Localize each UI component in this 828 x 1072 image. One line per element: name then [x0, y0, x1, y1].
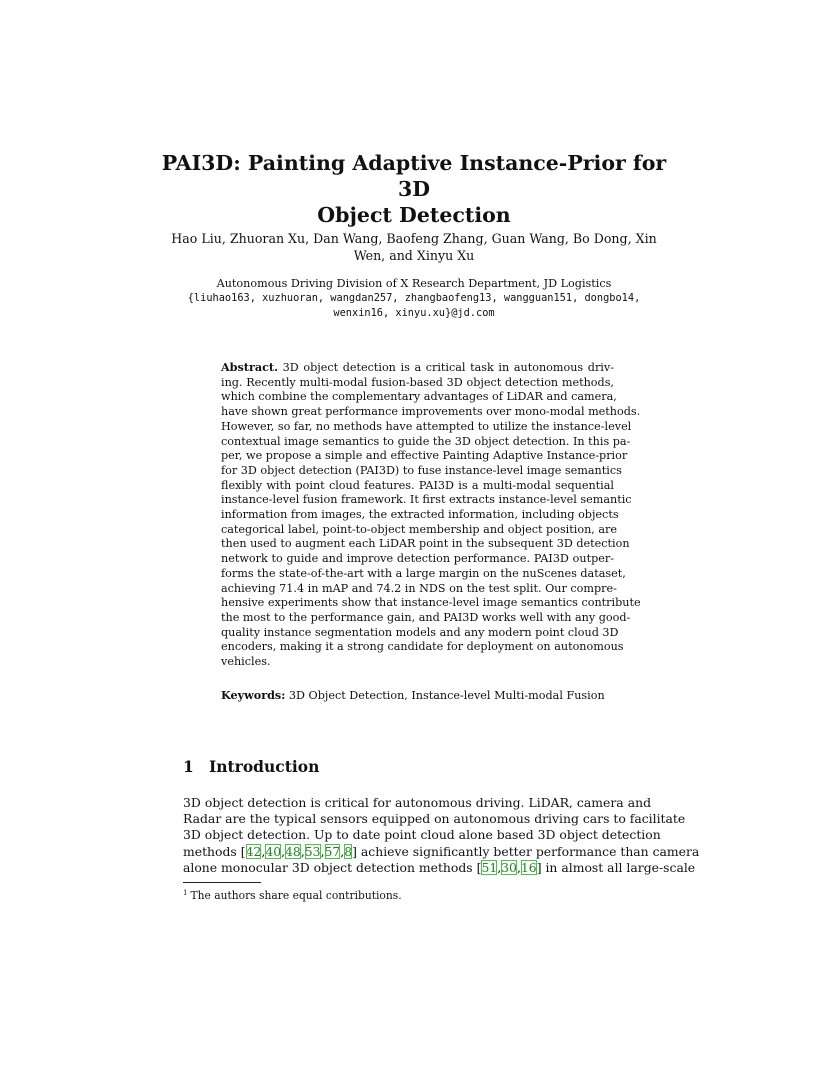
abstract-first-line: 3D object detection is a critical task in autonomous driv-: [282, 361, 614, 374]
abstract-line: instance-level fusion framework. It first extracts instance-level semantic: [221, 493, 632, 507]
citation-link[interactable]: 16: [520, 859, 537, 875]
section-number: 1: [183, 757, 194, 776]
citation-link[interactable]: 40: [265, 843, 282, 859]
affiliation: Autonomous Driving Division of X Research Department, JD Logistics: [216, 277, 612, 290]
abstract-line: network to guide and improve detection performance. PAI3D outper-: [221, 552, 614, 566]
abstract-line: contextual image semantics to guide the 3D object detection. In this pa-: [221, 434, 631, 448]
citation-link[interactable]: 53: [304, 843, 321, 859]
abstract-line: information from images, the extracted information, including objects: [221, 508, 619, 522]
author-line-1: Hao Liu, Zhuoran Xu, Dan Wang, Baofeng Zhang, Guan Wang, Bo Dong, Xin: [171, 231, 657, 246]
abstract-line: However, so far, no methods have attempted to utilize the instance-level: [221, 419, 632, 433]
abstract-line: per, we propose a simple and effective Painting Adaptive Instance-prior: [221, 449, 628, 463]
intro-paragraph: [183, 795, 700, 876]
abstract-line: categorical label, point-to-object membership and object position, are: [221, 522, 618, 536]
paper-title: [150, 150, 678, 228]
abstract-line: encoders, making it a strong candidate for deployment on autonomous: [221, 640, 624, 654]
abstract-line: which combine the complementary advantages of LiDAR and camera,: [221, 390, 617, 404]
intro-line: methods [42,40,48,53,57,8] achieve significantly better performance than camera: [183, 843, 700, 859]
citation-link[interactable]: 57: [324, 843, 341, 859]
section-title: Introduction: [209, 757, 320, 776]
title-line-2: Object Detection: [317, 203, 511, 227]
abstract-line: have shown great performance improvements over mono-modal methods.: [221, 405, 641, 419]
abstract-line: the most to the performance gain, and PAI3D works well with any good-: [221, 610, 631, 624]
abstract-line: ing. Recently multi-modal fusion-based 3D object detection methods,: [221, 375, 614, 389]
intro-text: ] in almost all large-scale: [536, 859, 696, 875]
abstract-line: hensive experiments show that instance-level image semantics contribute: [221, 596, 641, 610]
title-line-1: PAI3D: Painting Adaptive Instance-Prior for 3D: [161, 151, 667, 201]
keywords-label: Keywords:: [221, 688, 286, 702]
intro-text: alone monocular 3D object detection methods [: [183, 859, 482, 875]
abstract-line: [221, 360, 614, 376]
intro-line: alone monocular 3D object detection methods [51,30,16] in almost all large-scale: [183, 859, 696, 875]
section-heading: [183, 757, 319, 777]
intro-line: 3D object detection is critical for autonomous driving. LiDAR, camera and: [183, 795, 651, 810]
citation-link[interactable]: 42: [245, 843, 262, 859]
intro-line: Radar are the typical sensors equipped on autonomous driving cars to facilitate: [183, 811, 686, 827]
email-line-2: wenxin16, xinyu.xu}@jd.com: [333, 307, 495, 319]
abstract: [221, 360, 641, 670]
keywords-text: 3D Object Detection, Instance-level Multi-modal Fusion: [288, 689, 605, 702]
abstract-line: quality instance segmentation models and any modern point cloud 3D: [221, 625, 619, 639]
abstract-line: achieving 71.4 in mAP and 74.2 in NDS on the test split. Our compre-: [221, 581, 617, 595]
citation-link[interactable]: 51: [481, 859, 498, 875]
author-line-2: Wen, and Xinyu Xu: [353, 248, 475, 263]
intro-text: ] achieve significantly better performance than camera: [352, 843, 700, 859]
footnote-mark: 1: [183, 889, 188, 897]
author-list: [160, 230, 668, 264]
abstract-line: for 3D object detection (PAI3D) to fuse instance-level image semantics: [221, 463, 622, 477]
footnote: [183, 886, 402, 903]
footnote-text: The authors share equal contributions.: [190, 889, 402, 902]
intro-line: 3D object detection. Up to date point cloud alone based 3D object detection: [183, 827, 661, 843]
citation-link[interactable]: 48: [285, 843, 301, 859]
citation-link[interactable]: 8: [344, 843, 353, 859]
footnote-divider: [183, 882, 261, 883]
intro-text: methods [: [183, 843, 246, 859]
abstract-line: flexibly with point cloud features. PAI3D is a multi-modal sequential: [221, 478, 614, 492]
keywords: [221, 688, 621, 703]
abstract-heading: Abstract.: [221, 360, 278, 374]
citation-link[interactable]: 30: [501, 859, 517, 875]
affiliation-block: [120, 276, 708, 321]
abstract-line: vehicles.: [221, 655, 271, 669]
abstract-line: then used to augment each LiDAR point in the subsequent 3D detection: [221, 537, 630, 551]
abstract-line: forms the state-of-the-art with a large margin on the nuScenes dataset,: [221, 566, 626, 580]
email-line-1: {liuhao163, xuzhuoran, wangdan257, zhangbaofeng13, wangguan151, dongbo14,: [187, 292, 641, 304]
